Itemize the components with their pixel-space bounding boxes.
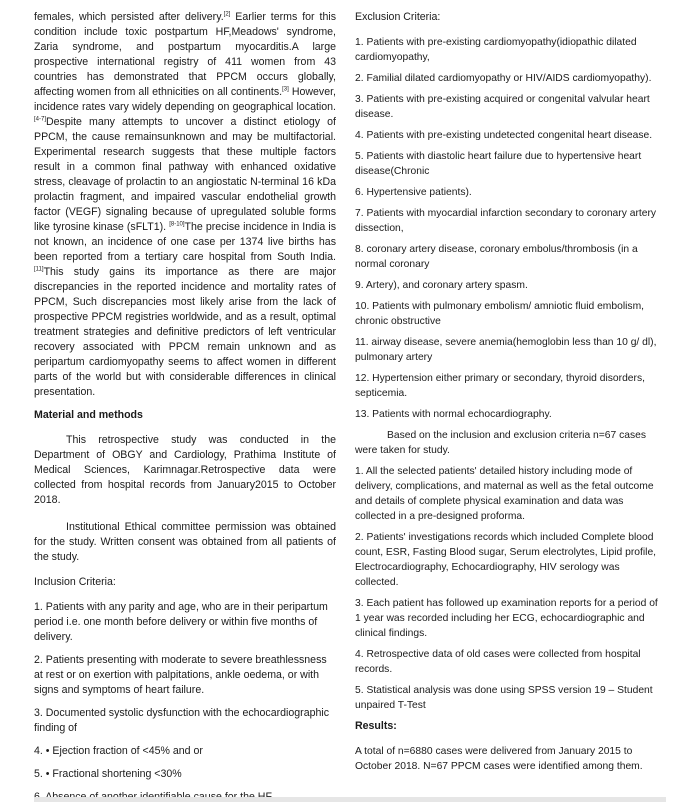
results-heading: Results: [355,720,397,732]
intro-text: females, which persisted after delivery. [34,11,224,23]
inclusion-heading: Inclusion Criteria: [34,576,116,588]
exclusion-item: 7. Patients with myocardial infarction secondary to coronary artery dissection, [355,208,657,234]
inclusion-item: 1. Patients with any parity and age, who are in their peripartum period i.e. one month before delivery or within five months of delivery. [34,601,328,643]
methods-paragraph: This retrospective study was conducted in the Department of OBGY and Cardiology, Prathima Institute of Medical Sciences, Karimnagar.Retrospective data were collected from hospital records from January2015 to October 2018. [34,434,336,506]
intro-text: However, incidence rates vary widely depending on geographical location. [34,86,337,113]
procedure-item: 3. Each patient has followed up examination reports for a period of 1 year was recorded including her ECG, echocardiographic and clinical findings. [355,598,658,639]
exclusion-heading: Exclusion Criteria: [355,11,441,23]
exclusion-item: 10. Patients with pulmonary embolism/ amniotic fluid embolism, chronic obstructive [355,301,645,327]
exclusion-item: 1. Patients with pre-existing cardiomyopathy(idiopathic dilated cardiomyopathy, [355,37,637,63]
exclusion-item: 8. coronary artery disease, coronary embolus/thrombosis (in a normal coronary [355,244,638,270]
citation: [11] [34,266,44,273]
exclusion-item: 11. airway disease, severe anemia(hemoglobin less than 10 g/ dl), pulmonary artery [355,337,657,363]
inclusion-item: 3. Documented systolic dysfunction with the echocardiographic finding of [34,707,330,734]
exclusion-item: 6. Hypertensive patients). [355,187,472,198]
exclusion-item: 12. Hypertension either primary or secondary, thyroid disorders, septicemia. [355,373,645,399]
methods-heading: Material and methods [34,409,143,421]
left-column [34,10,336,805]
criteria-note: Based on the inclusion and exclusion criteria n=67 cases were taken for study. [355,430,647,456]
exclusion-item: 9. Artery), and coronary artery spasm. [355,280,528,291]
page-footer-bar [34,797,666,802]
exclusion-item: 4. Patients with pre-existing undetected congenital heart disease. [355,130,653,141]
citation: [2] [223,11,231,18]
inclusion-item: 4. • Ejection fraction of <45% and or [34,745,203,757]
intro-text: The precise incidence in India is not known, an incidence of one case per 1374 live births has been reported from a tertiary care hospital from South India. [34,221,336,263]
citation: [8-10] [169,221,185,228]
inclusion-item: 5. • Fractional shortening <30% [34,768,182,780]
intro-text: Despite many attempts to uncover a distinct etiology of PPCM, the cause remainsunknown and may be multifactorial. Experimental research suggests that these multiple factors result in a common final pathway with enhanced oxidative stress, cleavage of prolactin to an angiostatic N-terminal 16 kDa prolactin fragment, and impaired vascular endothelial growth factor (VEGF) signaling because of upregulated soluble forms like tyrosine kinase (sFLT1). [34,116,336,233]
right-column [355,10,658,774]
inclusion-item: 2. Patients presenting with moderate to severe breathlessness at rest or on exertion with palpitations, ankle oedema, or with signs and symptoms of heart failure. [34,654,327,696]
exclusion-item: 5. Patients with diastolic heart failure due to hypertensive heart disease(Chronic [355,151,642,177]
procedure-item: 4. Retrospective data of old cases were collected from hospital records. [355,649,641,675]
results-paragraph: A total of n=6880 cases were delivered from January 2015 to October 2018. N=67 PPCM cases were identified among them. [355,746,643,772]
procedure-item: 5. Statistical analysis was done using SPSS version 19 – Student unpaired T-Test [355,685,653,711]
exclusion-item: 3. Patients with pre-existing acquired or congenital valvular heart disease. [355,94,650,120]
exclusion-item: 13. Patients with normal echocardiography. [355,409,552,420]
citation: [3] [282,86,289,93]
exclusion-item: 2. Familial dilated cardiomyopathy or HIV/AIDS cardiomyopathy). [355,73,652,84]
procedure-item: 1. All the selected patients' detailed history including mode of delivery, complications, and maternal as well as the fetal outcome and details of complete physical examination and data was collected in a pre-designed proforma. [355,466,654,522]
citation: [4-7] [34,116,47,123]
ethics-paragraph: Institutional Ethical committee permission was obtained for the study. Written consent was obtained from all patients of the study. [34,521,336,563]
intro-paragraph [34,10,336,400]
procedure-item: 2. Patients' investigations records which included Complete blood count, ESR, Fasting Blood sugar, Serum electrolytes, Lipid profile, Electrocardiography, Echocardiography, HIV serology was collected. [355,532,657,588]
intro-text: This study gains its importance as there are major discrepancies in the reported incidence and mortality rates of PPCM, Such discrepancies most likely arise from the lack of prospective PPCM registries worldwide, and as a result, optimal treatment strategies and definitive predictors of left ventricular recovery associated with PPCM remain unknown and as peripartum cardiomyopathy seems to affect women in different parts of the world but with considerable differences in clinical presentation. [34,266,336,398]
intro-text: Earlier terms for this condition include toxic postpartum HF,Meadows' syndrome, Zaria syndrome, and postpartum myocarditis.A large prospective international registry of 411 women from 43 countries has demonstrated that PPCM occurs globally, affecting women from all ethnicities on all continents. [34,11,336,98]
